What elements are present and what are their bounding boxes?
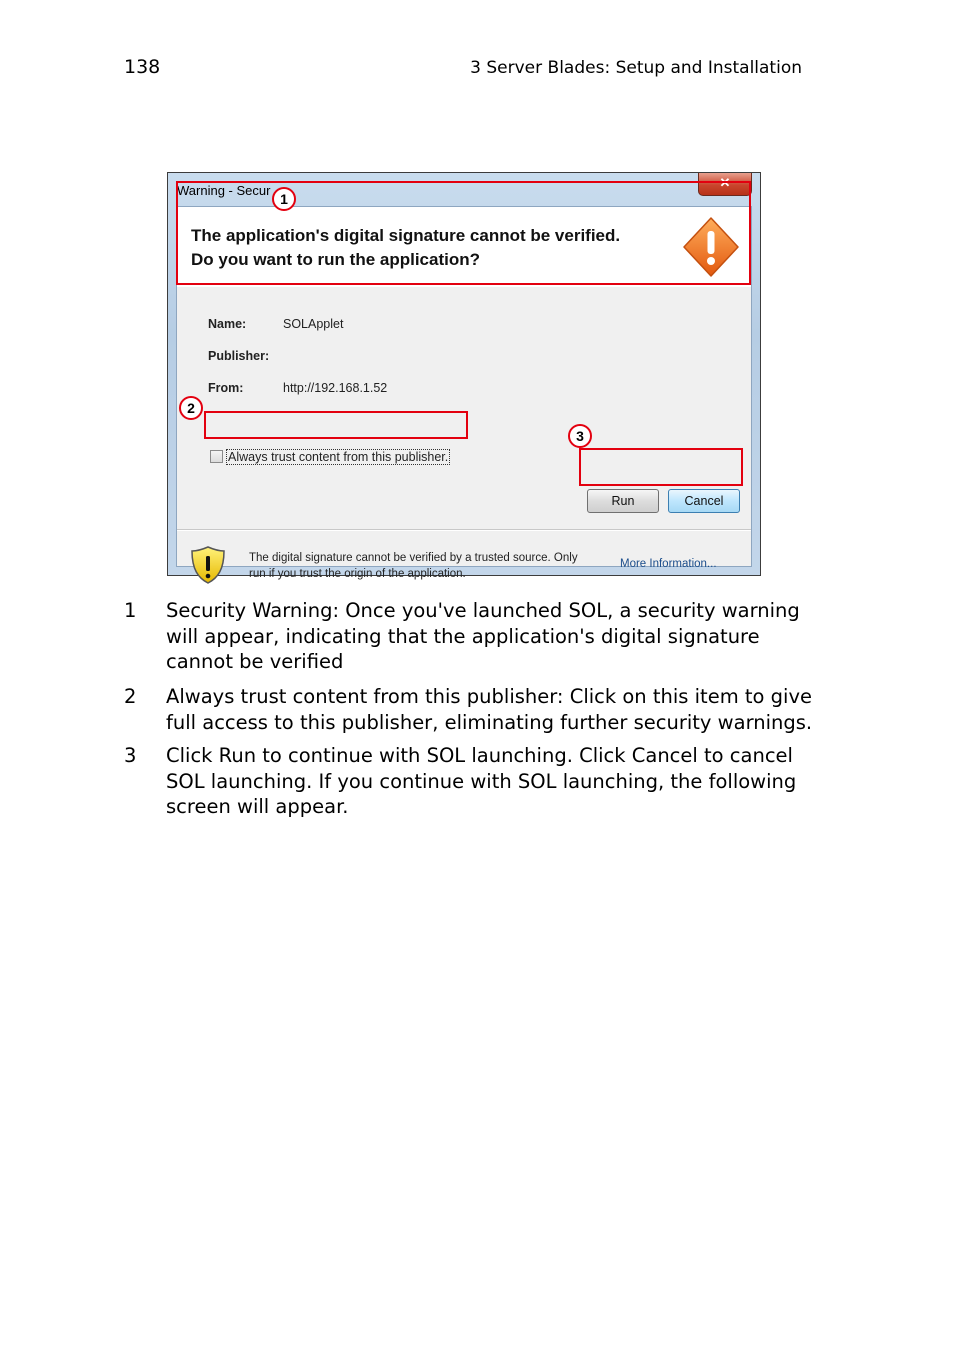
- description-text: Click Run to continue with SOL launching. Click Cancel to cancel SOL launching. If you continue with SOL launching, the following screen will appear.: [166, 744, 797, 818]
- dialog-title: Warning - Secur: [177, 183, 271, 198]
- description-number: 1: [124, 599, 137, 622]
- trust-publisher-checkbox[interactable]: [210, 450, 223, 463]
- callout-box-1: [176, 181, 751, 285]
- footer-note: [249, 550, 599, 582]
- description-item: [124, 598, 814, 675]
- run-button[interactable]: Run: [587, 489, 659, 513]
- name-value: SOLApplet: [283, 317, 344, 331]
- description-text: Always trust content from this publisher: Click on this item to give full access to this publisher, eliminating further security warnings.: [166, 685, 813, 734]
- headline-line-2: Do you want to run the application?: [191, 250, 480, 269]
- publisher-label: Publisher:: [208, 349, 270, 363]
- footer-divider: [177, 529, 751, 531]
- callout-number-1: 1: [272, 187, 296, 211]
- from-label: From:: [208, 381, 244, 395]
- description-number: 3: [124, 744, 137, 767]
- description-item: [124, 684, 814, 735]
- callout-number-3: 3: [568, 424, 592, 448]
- footer-note-line-2: run if you trust the origin of the application.: [249, 568, 466, 580]
- footer-note-line-1: The digital signature cannot be verified by a trusted source. Only: [249, 552, 578, 564]
- trust-publisher-label[interactable]: Always trust content from this publisher.: [228, 450, 449, 464]
- headline-line-1: The application's digital signature cannot be verified.: [191, 226, 621, 245]
- shield-warning-icon: [190, 545, 226, 585]
- cancel-button[interactable]: Cancel: [668, 489, 740, 513]
- close-icon: ✕: [719, 175, 731, 190]
- description-text: Security Warning: Once you've launched SOL, a security warning will appear, indicating that the application's digital signature cannot be verified: [166, 599, 800, 673]
- page-number: 138: [124, 56, 161, 78]
- callout-box-2: [204, 411, 468, 439]
- callout-number-2: 2: [179, 396, 203, 420]
- description-item: [124, 743, 814, 820]
- trust-publisher-option[interactable]: [210, 450, 450, 464]
- more-information-link[interactable]: More Information...: [620, 558, 717, 570]
- name-label: Name:: [208, 317, 247, 331]
- description-number: 2: [124, 685, 137, 708]
- callout-box-3: [579, 448, 743, 486]
- from-value: http://192.168.1.52: [283, 381, 388, 395]
- running-header: 3 Server Blades: Setup and Installation: [470, 58, 802, 78]
